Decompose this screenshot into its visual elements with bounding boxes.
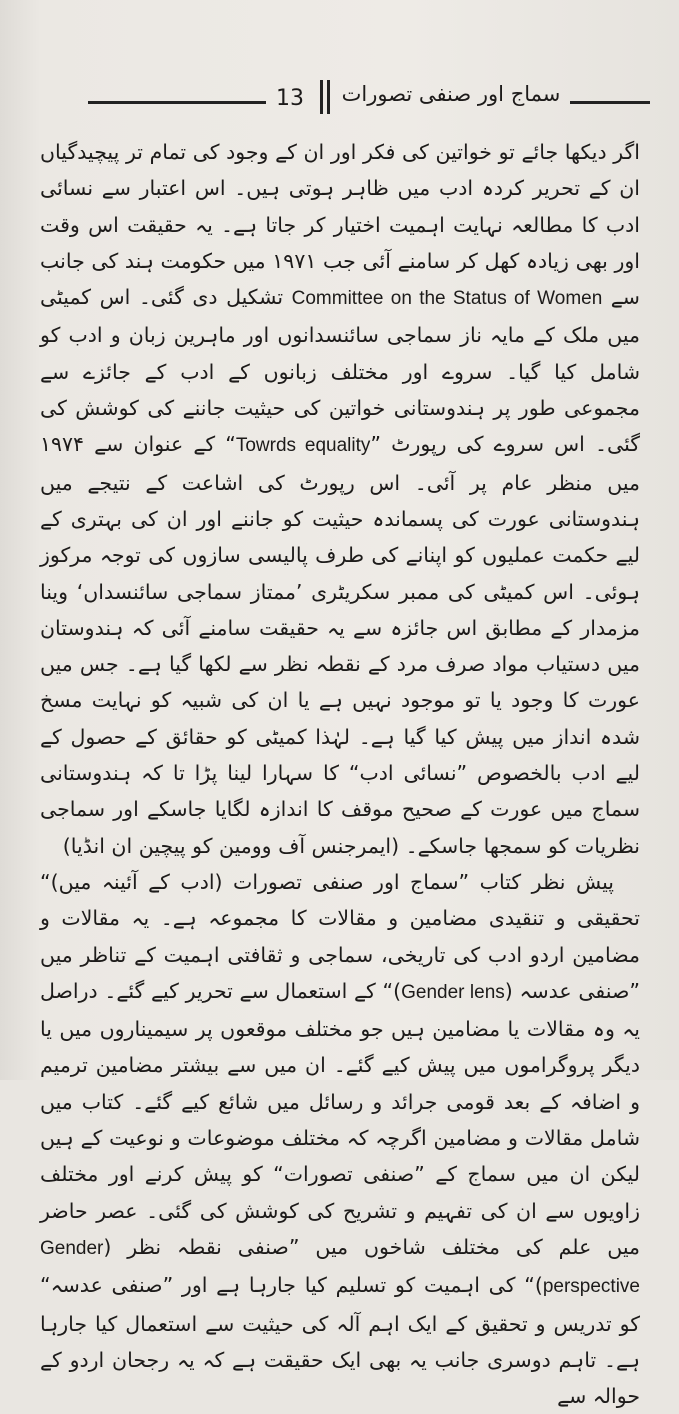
- body-text: [40, 134, 641, 1409]
- text-run: پیش نظر کتاب ”سماج اور صنفی تصورات (ادب کے آئینہ میں)“ تحقیقی و تنقیدی مضامین و مقالات کا مجموعہ ہے۔ یہ مقالات و مضامین اردو ادب کی تاریخی، سماجی و ثقافتی اہمیت کے تناظر میں ”صنفی عدسہ (: [40, 869, 640, 1003]
- header-rule-right: [570, 101, 650, 104]
- header-rule-left: [88, 101, 266, 104]
- english-term: Gender lens: [401, 981, 505, 1003]
- text-run: تشکیل دی گئی۔ اس کمیٹی میں ملک کے مایہ ناز سماجی سائنسدانوں اور ماہرین زبان و ادب کو شامل کیا گیا۔ سروے اور مختلف زبانوں کے ادب کے جائزے سے مجموعی طور پر ہندوستانی خواتین کی حیثیت جاننے کی کوشش کی گئی۔ اس سروے کی رپورٹ ”: [40, 285, 641, 457]
- paragraph-2: [40, 864, 640, 1414]
- english-term: Towrds equality: [235, 435, 371, 457]
- running-title: سماج اور صنفی تصورات: [341, 82, 561, 106]
- header-double-bar: [320, 80, 334, 114]
- page-number: 13: [276, 86, 304, 111]
- english-term: Committee on the Status of Women: [291, 288, 603, 310]
- text-run: “ کے عنوان سے ۱۹۷۴ میں منظر عام پر آئی۔ اس رپورٹ کی اشاعت کے نتیجے میں ہندوستانی عورت کی پسماندہ حیثیت کو جاننے اور ان کی بہتری کے لیے حکمت عملیوں کو اپنانے کی طرف پالیسی سازوں کی توجہ مرکوز ہوئی۔ اس کمیٹی کی ممبر سکریٹری ’ممتاز سماجی سائنسداں‘ وینا مزمدار کے مطابق اس جائزہ سے یہ حقیقت سامنے آئی کہ ہندوستان میں دستیاب مواد صرف مرد کے نقطہ نظر سے لکھا گیا ہے۔ جس میں عورت کا وجود یا تو موجود نہیں ہے یا ان کی شبیہ کو نہایت مسخ شدہ انداز میں پیش کیا گیا ہے۔ لہٰذا کمیٹی کو حقائق کے حصول کے لیے ادب بالخصوص ”نسائی ادب“ کا سہارا لینا پڑا تا کہ ہندوستانی سماج میں عورت کے صحیح موقف کا اندازہ لگایا جاسکے اور سماجی نظریات کو سمجھا جاسکے۔ (ایمرجنس آف وومین کو پیچین ان انڈیا): [40, 432, 640, 858]
- page-header: [88, 80, 648, 120]
- english-term: Gender perspective: [40, 1237, 640, 1298]
- text-run: )“ کے استعمال سے تحریر کیے گئے۔ دراصل یہ وہ مقالات یا مضامین ہیں جو مختلف موقعوں پر سیمیناروں میں یا دیگر پروگراموں میں پیش کیے گئے۔ ان میں سے بیشتر مضامین ترمیم و اضافہ کے بعد قومی جرائد و رسائل میں شائع کیے گئے۔ کتاب میں شامل مقالات و مضامین اگرچہ کہ مختلف موضوعات و نوعیت کے ہیں لیکن ان میں سماج کے ”صنفی تصورات“ کو پیش کرنے اور مختلف زاویوں سے ان کی تفہیم و تشریح کی کوشش کی گئی۔ عصر حاضر میں علم کی مختلف شاخوں میں ”صنفی نقطہ نظر (: [40, 978, 640, 1259]
- text-run: اگر دیکھا جائے تو خواتین کی فکر اور ان کے وجود کی تمام تر پیچیدگیاں ان کے تحریر کردہ ادب میں ظاہر ہوتی ہیں۔ اس اعتبار سے نسائی ادب کا مطالعہ نہایت اہمیت اختیار کر جاتا ہے۔ یہ حقیقت اس وقت اور بھی زیادہ کھل کر سامنے آئی جب ۱۹۷۱ میں حکومت ہند کی جانب سے: [40, 140, 640, 310]
- text-run: )“ کی اہمیت کو تسلیم کیا جارہا ہے اور ”صنفی عدسہ“ کو تدریس و تحقیق کے ایک اہم آلہ کی حیثیت سے استعمال کیا جارہا ہے۔ تاہم دوسری جانب یہ بھی ایک حقیقت ہے کہ یہ رجحان اردو کے حوالہ سے: [40, 1273, 640, 1409]
- paragraph-1: [40, 134, 640, 864]
